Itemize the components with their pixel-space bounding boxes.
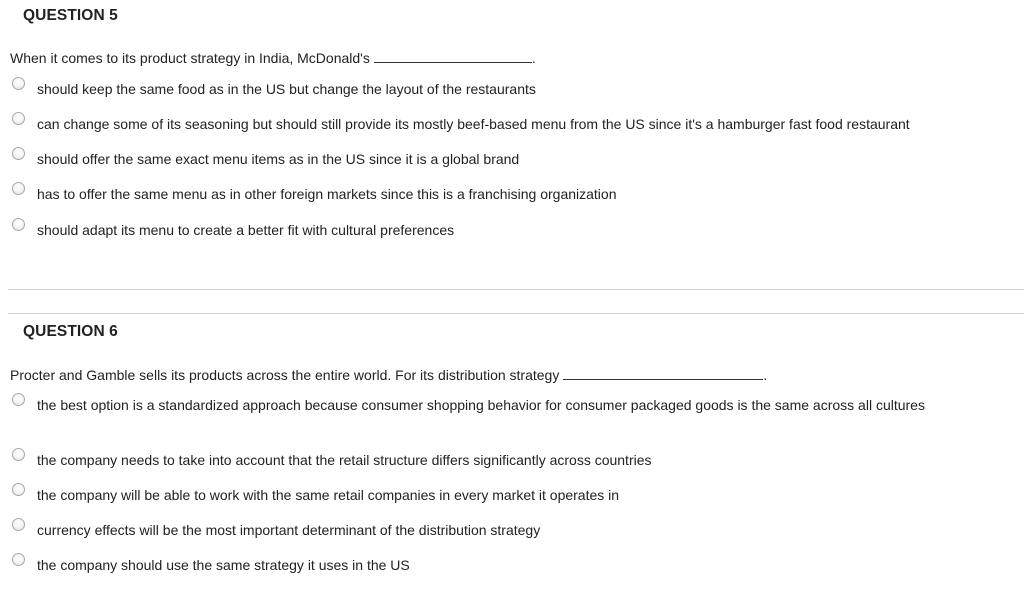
radio-button[interactable] bbox=[12, 393, 25, 406]
answer-option[interactable] bbox=[12, 112, 1014, 134]
answer-option[interactable] bbox=[12, 182, 1014, 204]
radio-button[interactable] bbox=[12, 147, 25, 160]
answer-option[interactable] bbox=[12, 448, 1014, 470]
answer-option-label[interactable]: should offer the same exact menu items as in the US since it is a global brand bbox=[37, 151, 520, 167]
section-divider bbox=[8, 313, 1024, 314]
answer-option[interactable] bbox=[12, 518, 1014, 540]
question-stem-end: . bbox=[763, 367, 768, 383]
answer-option-label[interactable]: the company needs to take into account that the retail structure differs significantly across countries bbox=[37, 452, 652, 468]
answer-option[interactable] bbox=[12, 393, 1014, 415]
answer-blank bbox=[374, 50, 532, 63]
answer-option-label[interactable]: the best option is a standardized approach because consumer shopping behavior for consumer packaged goods is the same across all cultures bbox=[37, 397, 925, 413]
question-stem-text: Procter and Gamble sells its products across the entire world. For its distribution strategy bbox=[10, 367, 560, 383]
radio-button[interactable] bbox=[12, 448, 25, 461]
answer-option[interactable] bbox=[12, 483, 1014, 505]
answer-option[interactable] bbox=[12, 77, 1014, 99]
answer-option-label[interactable]: has to offer the same menu as in other foreign markets since this is a franchising organization bbox=[37, 186, 617, 202]
answer-option-label[interactable]: the company should use the same strategy it uses in the US bbox=[37, 557, 410, 573]
answer-option-label[interactable]: should keep the same food as in the US but change the layout of the restaurants bbox=[37, 81, 536, 97]
answer-option-label[interactable]: currency effects will be the most important determinant of the distribution strategy bbox=[37, 522, 541, 538]
question-stem bbox=[10, 367, 767, 383]
radio-button[interactable] bbox=[12, 182, 25, 195]
question-title: QUESTION 6 bbox=[23, 323, 118, 340]
answer-option-label[interactable]: should adapt its menu to create a better fit with cultural preferences bbox=[37, 222, 455, 238]
radio-button[interactable] bbox=[12, 553, 25, 566]
answer-blank bbox=[563, 367, 763, 380]
answer-option[interactable] bbox=[12, 553, 1014, 575]
question-stem-text: When it comes to its product strategy in India, McDonald's bbox=[10, 50, 370, 66]
radio-button[interactable] bbox=[12, 218, 25, 231]
answer-option[interactable] bbox=[12, 218, 1014, 240]
question-stem-end: . bbox=[531, 50, 536, 66]
question-title: QUESTION 5 bbox=[23, 7, 118, 24]
question-stem bbox=[10, 50, 536, 66]
answer-option[interactable] bbox=[12, 147, 1014, 169]
answer-option-label[interactable]: can change some of its seasoning but should still provide its mostly beef-based menu from the US since it's a hamburger fast food restaurant bbox=[37, 116, 910, 132]
answer-option-label[interactable]: the company will be able to work with the same retail companies in every market it operates in bbox=[37, 487, 620, 503]
radio-button[interactable] bbox=[12, 77, 25, 90]
radio-button[interactable] bbox=[12, 112, 25, 125]
radio-button[interactable] bbox=[12, 518, 25, 531]
section-divider bbox=[8, 289, 1024, 290]
radio-button[interactable] bbox=[12, 483, 25, 496]
